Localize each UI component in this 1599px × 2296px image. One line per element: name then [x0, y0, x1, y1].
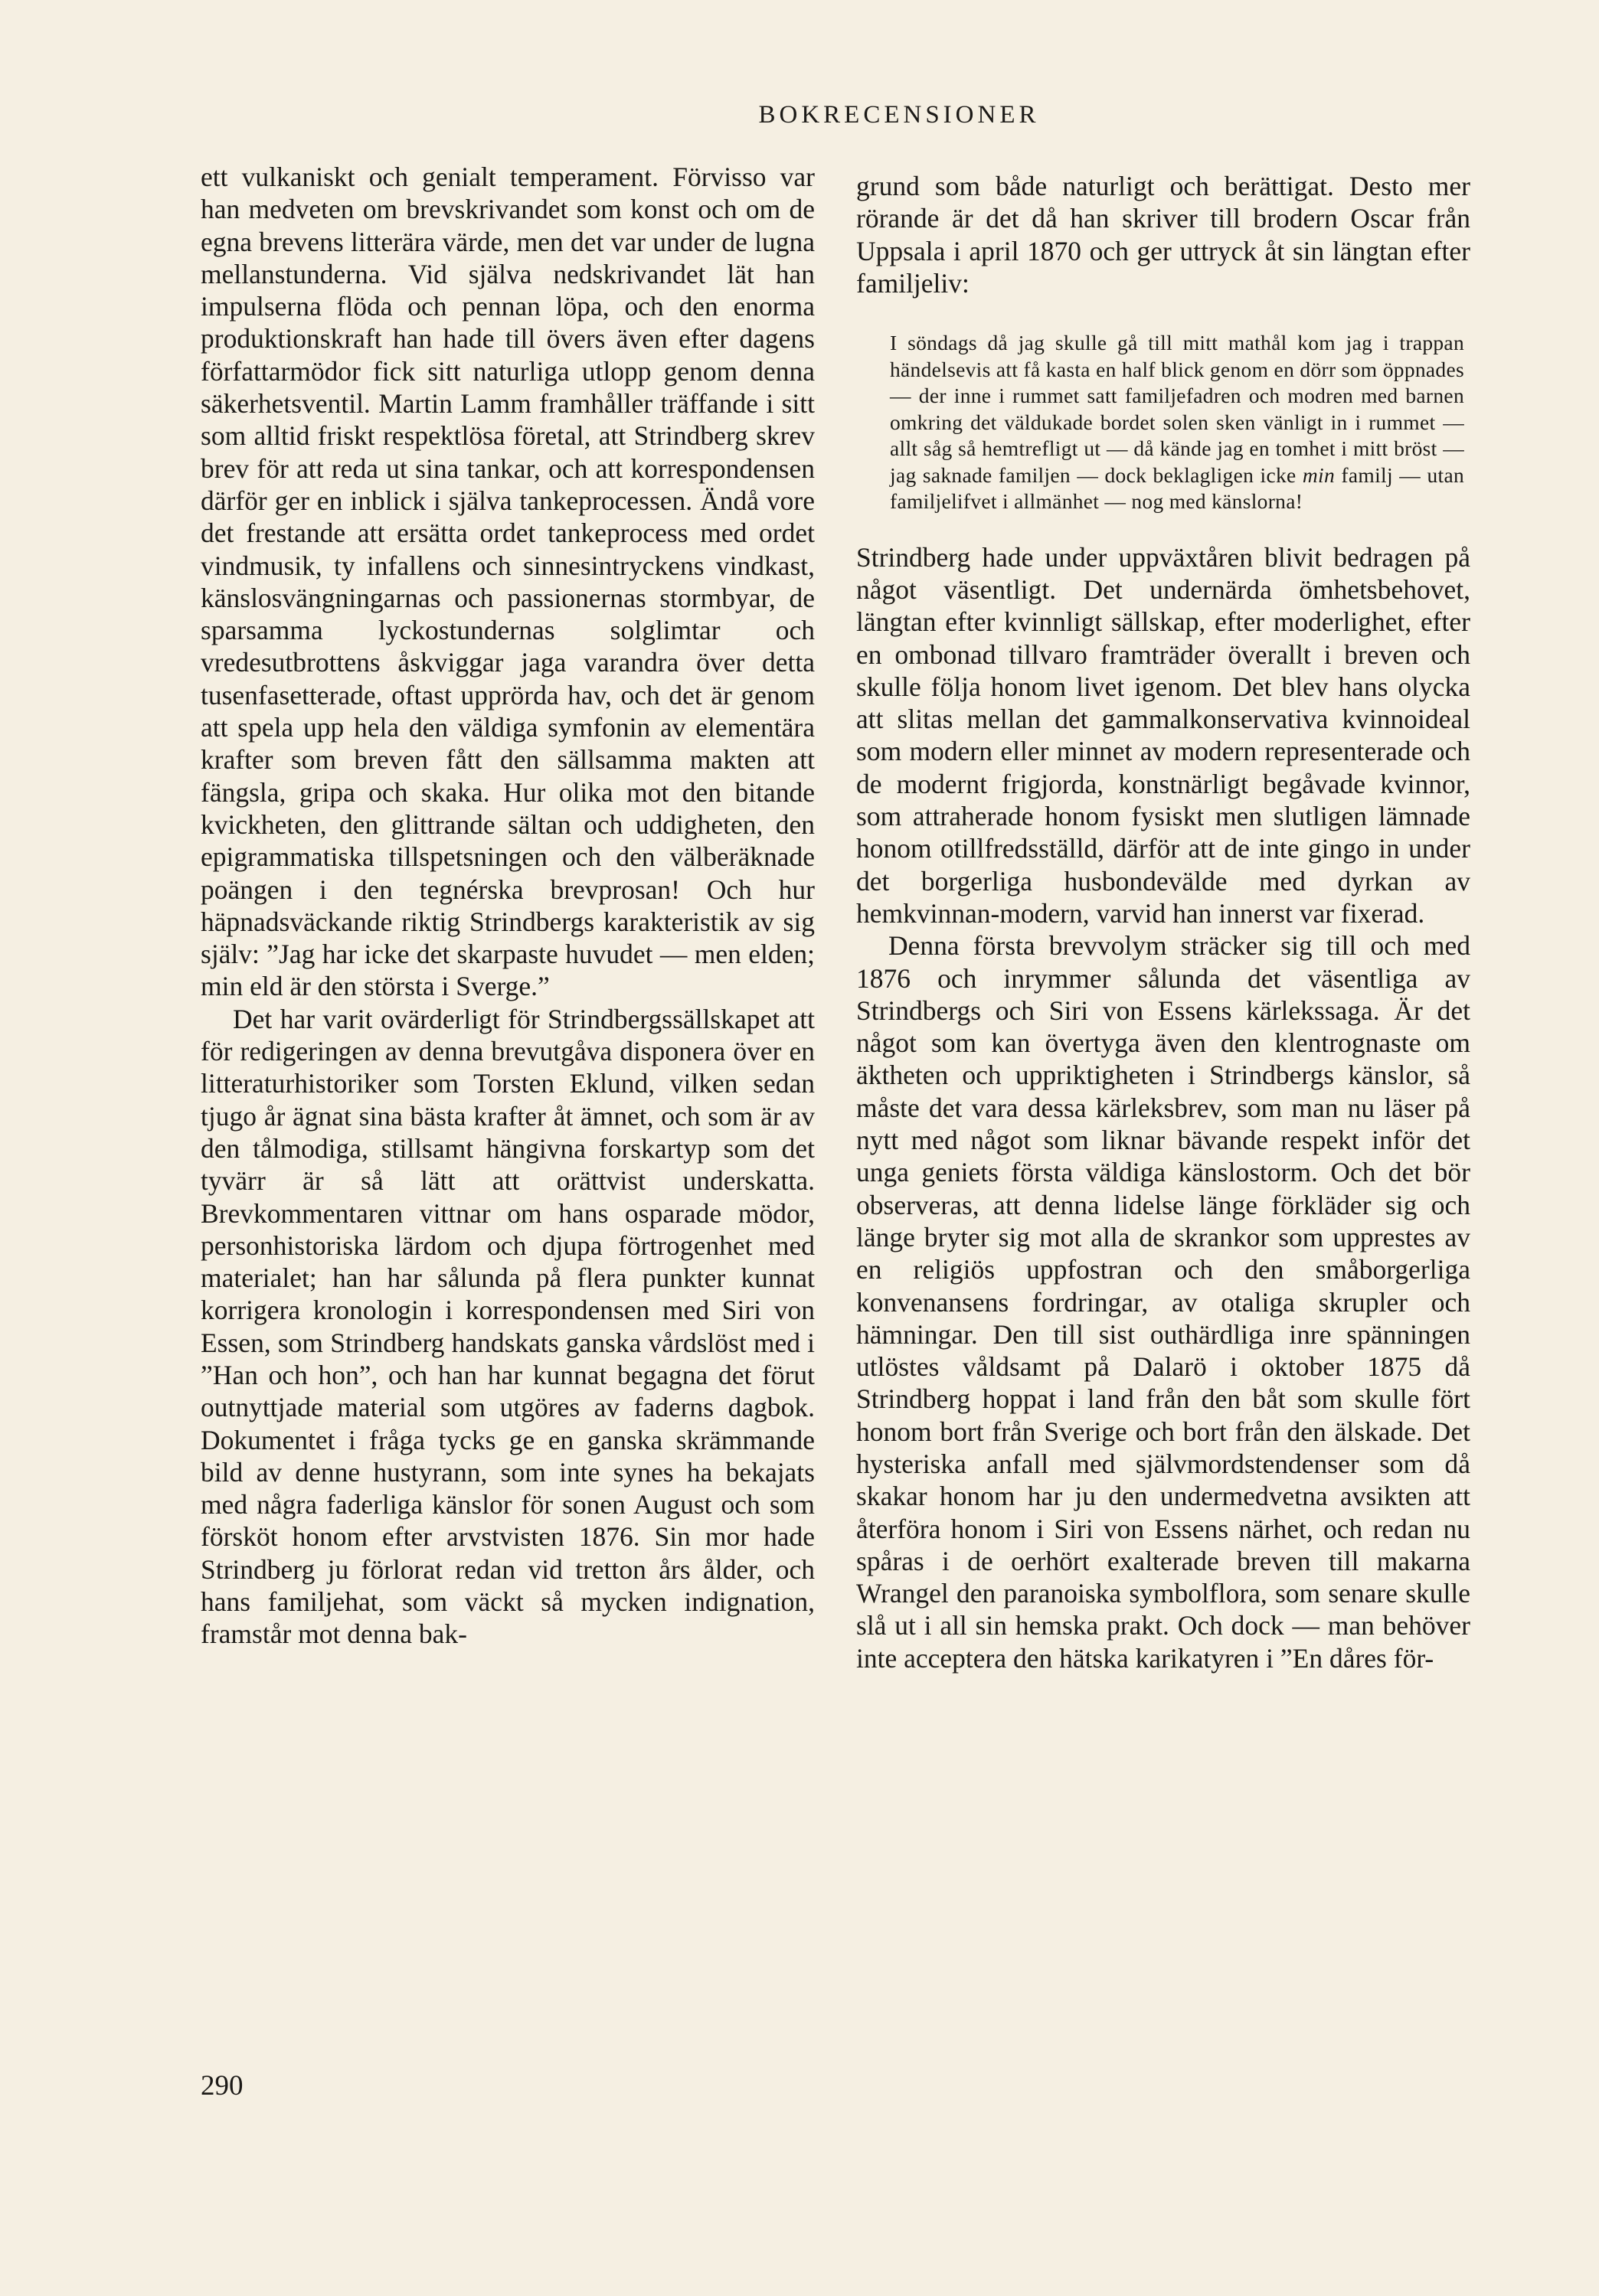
page-number: 290 [201, 2070, 244, 2102]
body-paragraph: Det har varit ovärderligt för Strindbergssällskapet att för redigeringen av denna brevutgåva disponera över en litteraturhistoriker som Torsten Eklund, vilken sedan tjugo år ägnat sina bästa krafter åt ämnet, och som är av den tålmodiga, stillsamt hängivna forskartyp som det tyvärr är så lätt att orättvist underskatta. Brevkommentaren vittnar om hans osparade mödor, personhistoriska lärdom och djupa förtrogenhet med materialet; han har sålunda på flera punkter kunnat korrigera kronologin i korrespondensen med Siri von Essen, som Strindberg handskats ganska vårdslöst med i ”Han och hon”, och han har kunnat begagna det förut outnyttjade material som utgöres av faderns dagbok. Dokumentet i fråga tycks ge en ganska skrämmande bild av denne hustyrann, som inte synes ha bekajats med några faderliga känslor för sonen August och som försköt honom efter arvstvisten 1876. Sin mor hade Strindberg ju förlorat redan vid tretton års ålder, och hans familjehat, som väckt så mycken indignation, framstår mot denna bak- [201, 1003, 815, 1650]
running-header-title: BOKRECENSIONER [758, 101, 1040, 129]
body-paragraph: Denna första brevvolym sträcker sig till och med 1876 och inrymmer sålunda det väsentliga av Strindbergs och Siri von Essens kärlekssaga. Är det något som kan övertyga även den klentrognaste om äktheten och uppriktigheten i Strindbergs känslor, så måste det vara dessa kärleksbrev, som man nu läser på nytt med något som liknar bävande respekt inför det unga geniets första väldiga känslostorm. Och det bör observeras, att denna lidelse länge förkläder sig och länge bryter sig mot alla de skrankor som upprestes av en religiös uppfostran och den småborgerliga konvenansens fordringar, av otaliga skrupler och hämningar. Den till sist outhärdliga inre spänningen utlöstes våldsamt på Dalarö i oktober 1875 då Strindberg hoppat i land från den båt som skulle fört honom bort från Sverige och bort från den älskade. Det hysteriska anfall med självmordstendenser som då skakar honom har ju den undermedvetna avsikten att återföra honom i Siri von Essens närhet, och redan nu spåras i de oerhört exalterade breven till makarna Wrangel den paranoiska symbolflora, som senare skulle slå ut i all sin hemska prakt. Och dock — man behöver inte acceptera den hätska karikatyren i ”En dåres för- [856, 930, 1470, 1674]
quote-emphasis: min [1302, 462, 1336, 487]
right-column [856, 170, 1470, 1674]
left-column [201, 161, 815, 1651]
body-paragraph: ett vulkaniskt och genialt temperament. Förvisso var han medveten om brevskrivandet som konst och om de egna brevens litterära värde, men det var under de lugna mellanstunderna. Vid själva nedskrivandet lät han impulserna flöda och pennan löpa, och den enorma produktionskraft han hade till övers även efter dagens författarmödor fick sitt naturliga utlopp genom denna säkerhetsventil. Martin Lamm framhåller träffande i sitt som alltid friskt respektlösa företal, att Strindberg skrev brev för att reda ut sina tankar, och att korrespondensen därför ger en inblick i själva tankeprocessen. Ändå vore det frestande att ersätta ordet tankeprocess med ordet vindmusik, ty infallens och sinnesintryckens vindkast, känslosvängningarnas och passionernas stormbyar, de sparsamma lyckostundernas solglimtar och vredesutbrottens åskviggar jaga varandra över detta tusenfasetterade, oftast upprörda hav, och det är genom att spela upp hela den väldiga symfonin av elementära krafter som breven fått den sällsamma makten att fängsla, gripa och skaka. Hur olika mot den bitande kvickheten, den glittrande sältan och uddigheten, den epigrammatiska tillspetsningen och den välberäknade poängen i den tegnérska brevprosan! Och hur häpnadsväckande riktig Strindbergs karakteristik av sig själv: ”Jag har icke det skarpaste huvudet — men elden; min eld är den största i Sverge.” [201, 162, 815, 1002]
quote-text: I söndags då jag skulle gå till mitt mathål kom jag i trappan händelsevis att få kasta en half blick genom en dörr som öppnades — der inne i rummet satt familjefadren och modren med barnen omkring det väldukade bordet solen sken vänligt in i rummet — allt såg så hemtrefligt ut — då kände jag en tomhet i mitt bröst — jag saknade familjen — dock beklagligen icke [890, 331, 1464, 487]
body-paragraph: Strindberg hade under uppväxtåren blivit bedragen på något väsentligt. Det undernärda ömhetsbehovet, längtan efter kvinnligt sällskap, efter moderlighet, efter en ombonad tillvaro framträder överallt i breven och skulle följa honom livet igenom. Det blev hans olycka att slitas mellan det gammalkonservativa kvinnoideal som modern eller minnet av modern representerade och de modernt frigjorda, konstnärligt begåvade kvinnor, som attraherade honom fysiskt men slutligen lämnade honom otillfredsställd, därför att de inte gingo in under det borgerliga husbondevälde med dyrkan av hemkvinnan-modern, varvid han innerst var fixerad. [856, 541, 1470, 929]
quote-text: familj — utan familjelifvet i allmänhet — nog med känslorna! [890, 462, 1464, 514]
body-paragraph: grund som både naturligt och berättigat. Desto mer rörande är det då han skriver till brodern Oscar från Uppsala i april 1870 och ger uttryck åt sin längtan efter familjeliv: [856, 171, 1470, 299]
running-header [0, 101, 1599, 129]
block-quote [890, 330, 1464, 515]
